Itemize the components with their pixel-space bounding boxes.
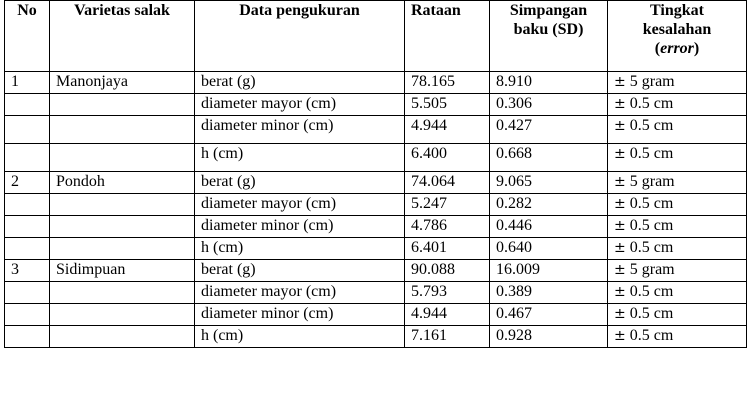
cell-simpangan-baku: 0.427 [490, 116, 608, 144]
cell-varietas: Manonjaya [50, 72, 195, 94]
cell-data-pengukuran: h (cm) [195, 238, 405, 260]
cell-no: 1 [5, 72, 50, 94]
table-row [5, 282, 747, 304]
cell-data-pengukuran: h (cm) [195, 144, 405, 172]
table-row [5, 144, 747, 172]
header-row [5, 1, 747, 72]
cell-varietas [50, 144, 195, 172]
plus-minus-symbol: ± [614, 284, 626, 300]
cell-rataan: 78.165 [405, 72, 490, 94]
error-value: 5 gram [625, 261, 675, 278]
plus-minus-symbol: ± [614, 146, 626, 162]
cell-simpangan-baku: 16.009 [490, 260, 608, 282]
cell-varietas [50, 304, 195, 326]
cell-simpangan-baku: 0.389 [490, 282, 608, 304]
header-tingkat-line2: kesalahan [642, 21, 712, 38]
plus-minus-symbol: ± [614, 306, 626, 322]
header-tingkat-kesalahan [608, 1, 747, 72]
cell-no [5, 116, 50, 144]
cell-varietas [50, 94, 195, 116]
plus-minus-symbol: ± [614, 96, 626, 112]
plus-minus-symbol: ± [614, 240, 626, 256]
cell-data-pengukuran: diameter mayor (cm) [195, 282, 405, 304]
cell-no [5, 326, 50, 348]
table-row [5, 72, 747, 94]
header-simpangan-line2: baku (SD) [513, 21, 584, 38]
cell-data-pengukuran: diameter mayor (cm) [195, 94, 405, 116]
cell-no [5, 238, 50, 260]
header-tingkat-line3: (error) [654, 40, 700, 57]
error-value: 5 gram [625, 173, 675, 190]
error-value: 0.5 cm [625, 217, 674, 234]
plus-minus-symbol: ± [614, 218, 626, 234]
cell-data-pengukuran: diameter minor (cm) [195, 304, 405, 326]
cell-rataan: 90.088 [405, 260, 490, 282]
cell-tingkat-kesalahan [608, 260, 747, 282]
table-row [5, 194, 747, 216]
cell-tingkat-kesalahan [608, 194, 747, 216]
cell-rataan: 5.793 [405, 282, 490, 304]
cell-tingkat-kesalahan [608, 144, 747, 172]
cell-no [5, 282, 50, 304]
cell-no: 3 [5, 260, 50, 282]
cell-varietas [50, 238, 195, 260]
cell-data-pengukuran: berat (g) [195, 72, 405, 94]
plus-minus-symbol: ± [614, 118, 626, 134]
cell-simpangan-baku: 0.928 [490, 326, 608, 348]
header-no: No [5, 1, 50, 72]
cell-rataan: 7.161 [405, 326, 490, 348]
header-rataan: Rataan [405, 1, 490, 72]
error-value: 0.5 cm [625, 327, 674, 344]
cell-tingkat-kesalahan [608, 238, 747, 260]
cell-simpangan-baku: 0.640 [490, 238, 608, 260]
cell-simpangan-baku: 0.467 [490, 304, 608, 326]
cell-rataan: 4.944 [405, 116, 490, 144]
header-varietas: Varietas salak [50, 1, 195, 72]
plus-minus-symbol: ± [614, 174, 626, 190]
table-row [5, 94, 747, 116]
cell-tingkat-kesalahan [608, 304, 747, 326]
error-value: 5 gram [625, 73, 675, 90]
cell-varietas [50, 116, 195, 144]
header-data-pengukuran: Data pengukuran [195, 1, 405, 72]
cell-no [5, 144, 50, 172]
table-row [5, 326, 747, 348]
error-value: 0.5 cm [625, 117, 674, 134]
cell-tingkat-kesalahan [608, 282, 747, 304]
cell-varietas [50, 282, 195, 304]
header-tingkat-line1: Tingkat [650, 2, 704, 19]
cell-tingkat-kesalahan [608, 172, 747, 194]
table-row [5, 238, 747, 260]
cell-data-pengukuran: diameter minor (cm) [195, 116, 405, 144]
cell-varietas [50, 194, 195, 216]
cell-varietas [50, 326, 195, 348]
cell-no [5, 304, 50, 326]
cell-tingkat-kesalahan [608, 94, 747, 116]
cell-data-pengukuran: diameter minor (cm) [195, 216, 405, 238]
cell-varietas: Sidimpuan [50, 260, 195, 282]
error-value: 0.5 cm [625, 239, 674, 256]
table-row [5, 260, 747, 282]
header-error-word: error [660, 40, 694, 57]
cell-no: 2 [5, 172, 50, 194]
cell-no [5, 94, 50, 116]
header-simpangan-line1: Simpangan [509, 2, 588, 19]
cell-simpangan-baku: 0.446 [490, 216, 608, 238]
header-simpangan-baku [490, 1, 608, 72]
table-row [5, 116, 747, 144]
cell-data-pengukuran: diameter mayor (cm) [195, 194, 405, 216]
cell-data-pengukuran: h (cm) [195, 326, 405, 348]
cell-data-pengukuran: berat (g) [195, 172, 405, 194]
plus-minus-symbol: ± [614, 262, 626, 278]
table-row [5, 172, 747, 194]
table-row [5, 216, 747, 238]
cell-rataan: 6.401 [405, 238, 490, 260]
cell-simpangan-baku: 9.065 [490, 172, 608, 194]
cell-rataan: 5.247 [405, 194, 490, 216]
cell-simpangan-baku: 0.306 [490, 94, 608, 116]
cell-tingkat-kesalahan [608, 72, 747, 94]
cell-rataan: 74.064 [405, 172, 490, 194]
salak-measurement-table [4, 0, 747, 348]
cell-rataan: 5.505 [405, 94, 490, 116]
cell-no [5, 194, 50, 216]
error-value: 0.5 cm [625, 95, 674, 112]
cell-simpangan-baku: 8.910 [490, 72, 608, 94]
cell-rataan: 4.786 [405, 216, 490, 238]
cell-no [5, 216, 50, 238]
error-value: 0.5 cm [625, 195, 674, 212]
error-value: 0.5 cm [625, 305, 674, 322]
cell-rataan: 4.944 [405, 304, 490, 326]
cell-tingkat-kesalahan [608, 326, 747, 348]
cell-simpangan-baku: 0.282 [490, 194, 608, 216]
cell-data-pengukuran: berat (g) [195, 260, 405, 282]
cell-simpangan-baku: 0.668 [490, 144, 608, 172]
error-value: 0.5 cm [625, 283, 674, 300]
cell-varietas [50, 216, 195, 238]
cell-rataan: 6.400 [405, 144, 490, 172]
plus-minus-symbol: ± [614, 196, 626, 212]
plus-minus-symbol: ± [614, 328, 626, 344]
error-value: 0.5 cm [625, 145, 674, 162]
cell-tingkat-kesalahan [608, 216, 747, 238]
cell-tingkat-kesalahan [608, 116, 747, 144]
plus-minus-symbol: ± [614, 74, 626, 90]
cell-varietas: Pondoh [50, 172, 195, 194]
table-row [5, 304, 747, 326]
